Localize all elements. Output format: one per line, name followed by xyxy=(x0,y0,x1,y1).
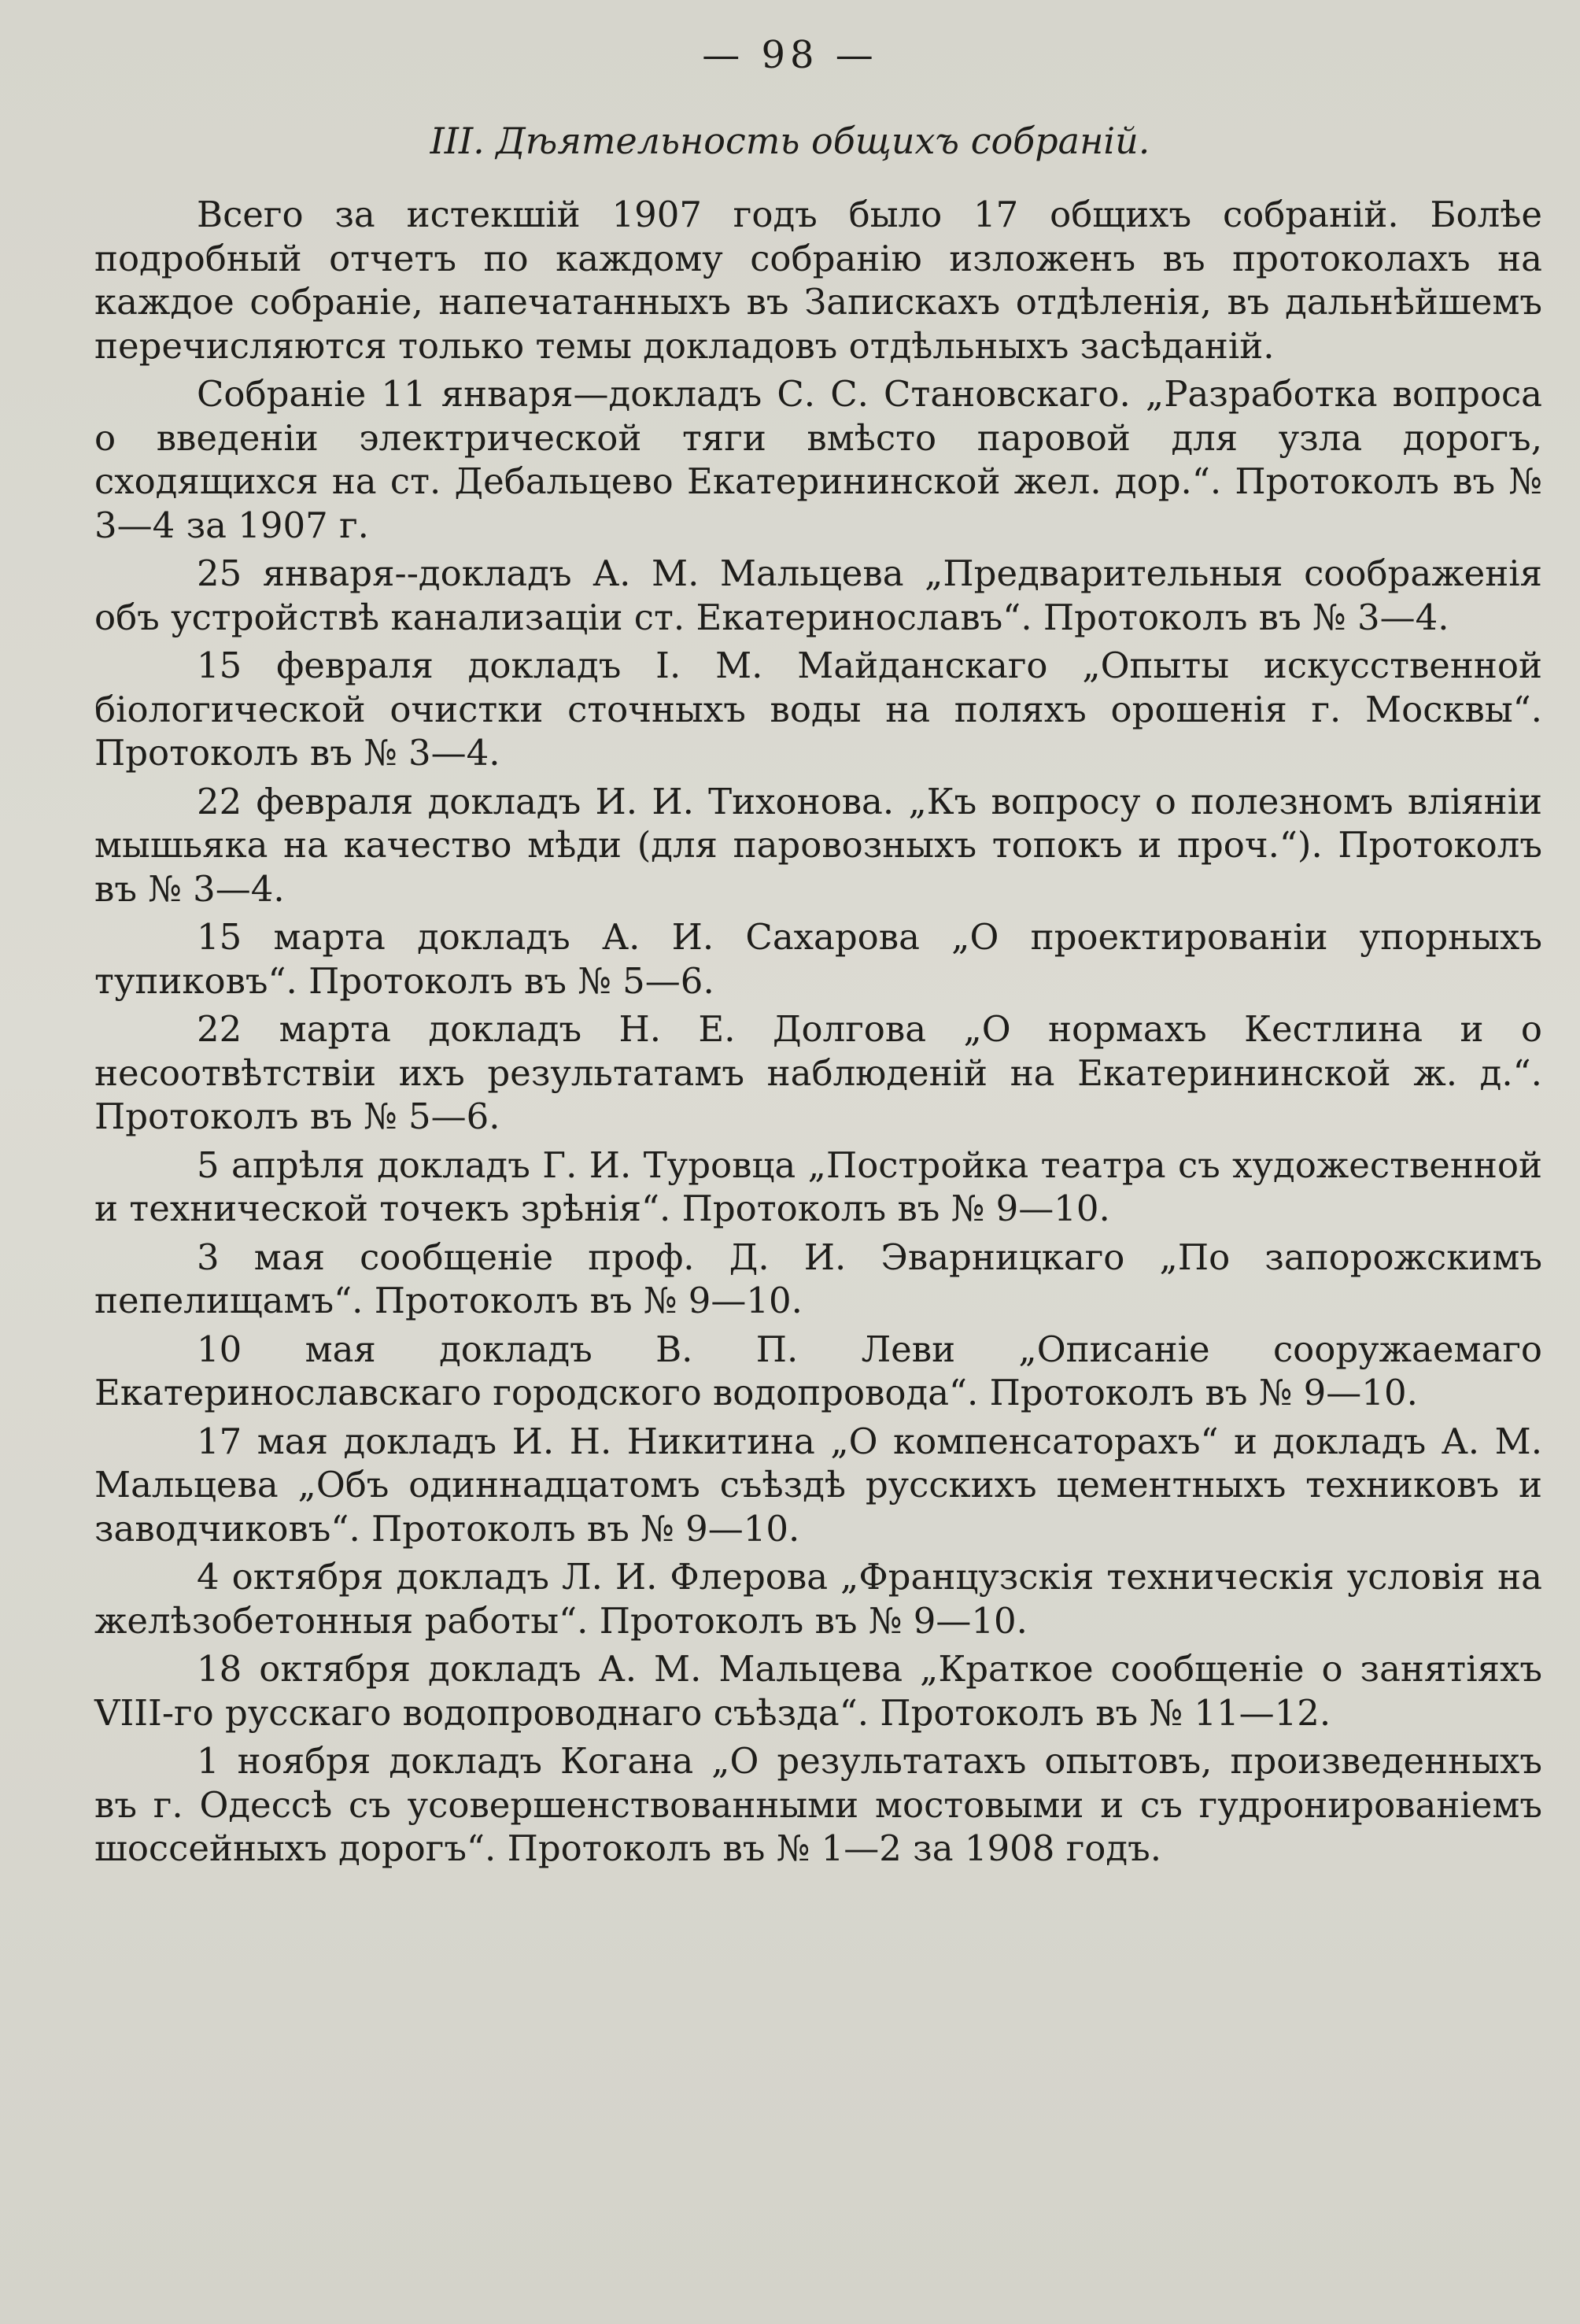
paragraph-meeting-jan-11: Собраніе 11 января—докладъ С. С. Становскаго. „Разработка вопроса о введеніи электрической тяги вмѣсто паровой для узла дорогъ, сходящихся на ст. Дебальцево Екатерининской жел. дор.“. Протоколъ въ № 3—4 за 1907 г. xyxy=(94,373,1542,546)
paragraph-meeting-may-17: 17 мая докладъ И. Н. Никитина „О компенсаторахъ“ и докладъ А. М. Мальцева „Объ одиннадцатомъ съѣздѣ русскихъ цементныхъ техниковъ и заводчиковъ“. Протоколъ въ № 9—10. xyxy=(94,1420,1542,1550)
page-number: — 98 — xyxy=(702,33,878,77)
section-heading: III. Дѣятельность общихъ собраній. xyxy=(430,120,1150,162)
body-text xyxy=(94,193,1542,1875)
paragraph-meeting-mar-15: 15 марта докладъ А. И. Сахарова „О проектированіи упорныхъ тупиковъ“. Протоколъ въ № 5—6. xyxy=(94,916,1542,1002)
paragraph-meeting-oct-18: 18 октября докладъ А. М. Мальцева „Краткое сообщеніе о занятіяхъ VIII-го русскаго водопроводнаго съѣзда“. Протоколъ въ № 11—12. xyxy=(94,1648,1542,1734)
paragraph-intro: Всего за истекшій 1907 годъ было 17 общихъ собраній. Болѣе подробный отчетъ по каждому собранію изложенъ въ протоколахъ на каждое собраніе, напечатанныхъ въ Запискахъ отдѣленія, въ дальнѣйшемъ перечисляются только темы докладовъ отдѣльныхъ засѣданій. xyxy=(94,194,1542,367)
paragraph-meeting-may-10: 10 мая докладъ В. П. Леви „Описаніе сооружаемаго Екатеринославскаго городского водопровода“. Протоколъ въ № 9—10. xyxy=(94,1328,1542,1413)
paragraph-meeting-oct-4: 4 октября докладъ Л. И. Флерова „Французскія техническія условія на желѣзобетонныя работы“. Протоколъ въ № 9—10. xyxy=(94,1556,1542,1642)
paragraph-meeting-feb-22: 22 февраля докладъ И. И. Тихонова. „Къ вопросу о полезномъ вліяніи мышьяка на качество мѣди (для паровозныхъ топокъ и проч.“). Протоколъ въ № 3—4. xyxy=(94,780,1542,910)
paragraph-meeting-jan-25: 25 января--докладъ А. М. Мальцева „Предварительныя соображенія объ устройствѣ канализаціи ст. Екатеринославъ“. Протоколъ въ № 3—4. xyxy=(94,552,1542,638)
paragraph-meeting-apr-5: 5 апрѣля докладъ Г. И. Туровца „Постройка театра съ художественной и технической точекъ зрѣнія“. Протоколъ въ № 9—10. xyxy=(94,1144,1542,1229)
paragraph-meeting-may-3: 3 мая сообщеніе проф. Д. И. Эварницкаго „По запорожскимъ пепелищамъ“. Протоколъ въ № 9—10. xyxy=(94,1236,1542,1321)
paragraph-meeting-feb-15: 15 февраля докладъ І. М. Майданскаго „Опыты искусственной біологической очистки сточныхъ воды на поляхъ орошенія г. Москвы“. Протоколъ въ № 3—4. xyxy=(94,645,1542,774)
paragraph-meeting-mar-22: 22 марта докладъ Н. Е. Долгова „О нормахъ Кестлина и о несоотвѣтствіи ихъ результатамъ наблюденій на Екатерининской ж. д.“. Протоколъ въ № 5—6. xyxy=(94,1008,1542,1137)
paragraph-meeting-nov-1: 1 ноября докладъ Когана „О результатахъ опытовъ, произведенныхъ въ г. Одессѣ съ усовершенствованными мостовыми и съ гудронированіемъ шоссейныхъ дорогъ“. Протоколъ въ № 1—2 за 1908 годъ. xyxy=(94,1740,1542,1869)
